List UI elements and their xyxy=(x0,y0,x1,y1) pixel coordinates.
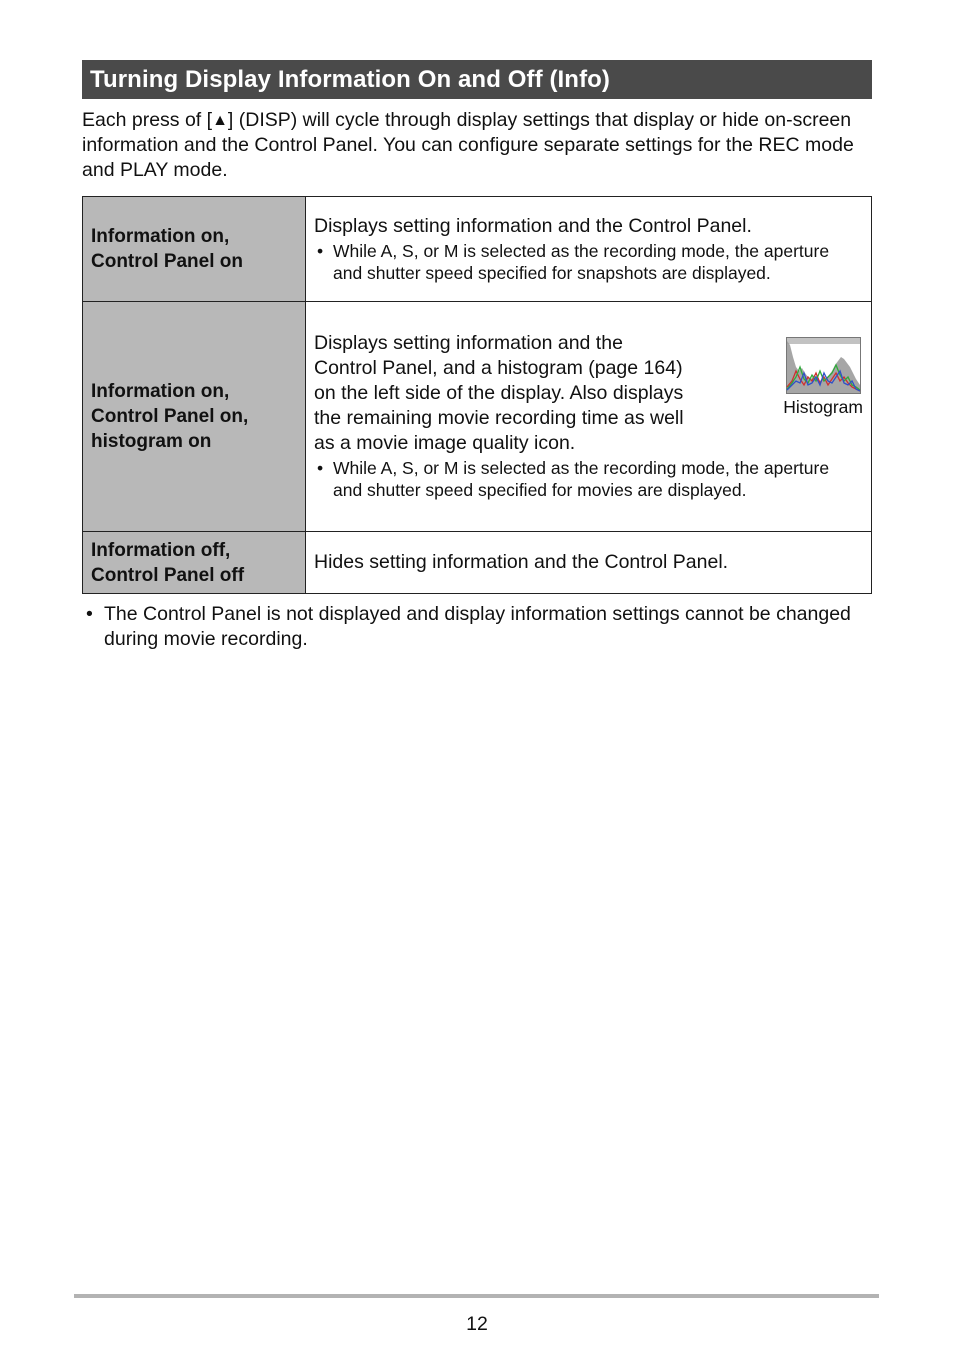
row-description xyxy=(306,302,872,532)
row-label-line: Information on, xyxy=(91,226,230,247)
row-label xyxy=(83,532,306,594)
table-row xyxy=(83,302,872,532)
histogram-icon xyxy=(786,337,861,394)
intro-text-start: Each press of [ xyxy=(82,109,213,131)
description-text: Displays setting information and the Control Panel. xyxy=(314,214,752,237)
section-title-bar xyxy=(82,60,872,99)
row-label-line: histogram on xyxy=(91,431,212,452)
table-row xyxy=(83,532,872,594)
histogram-block xyxy=(314,331,863,456)
row-label-line: Information on, xyxy=(91,381,230,402)
footer-divider xyxy=(74,1294,879,1298)
row-label xyxy=(83,302,306,532)
display-settings-table xyxy=(82,196,872,594)
row-label-line: Information off, xyxy=(91,539,231,561)
description-text: Hides setting information and the Control Panel. xyxy=(314,550,729,573)
footnote-text: The Control Panel is not displayed and display information settings cannot be changed during movie recording. xyxy=(104,603,851,650)
note xyxy=(314,457,863,501)
intro-paragraph xyxy=(82,108,872,183)
note-text: While A, S, or M is selected as the recording mode, the aperture and shutter speed specified for snapshots are displayed. xyxy=(333,240,830,283)
note-text: While A, S, or M is selected as the recording mode, the aperture and shutter speed specified for movies are displayed. xyxy=(333,458,830,500)
row-label-line: Control Panel off xyxy=(91,564,245,586)
row-description xyxy=(306,532,872,594)
table-row xyxy=(83,197,872,302)
histogram-figure xyxy=(686,331,863,456)
footnote xyxy=(82,602,872,652)
description-text: Displays setting information and the Control Panel, and a histogram (page 164) on the left side of the display. Also displays the remaining movie recording time as well as a movie image quality icon. xyxy=(314,332,684,454)
histogram-caption: Histogram xyxy=(783,397,863,417)
intro-text-end: ] (DISP) will cycle through display settings that display or hide on-screen information and the Control Panel. You can configure separate settings for the REC mode and PLAY mode. xyxy=(82,109,854,181)
row-label-line: Control Panel on, xyxy=(91,406,249,427)
section-title: Turning Display Information On and Off (Info) xyxy=(90,65,611,93)
row-description xyxy=(306,197,872,302)
up-triangle-icon: ▲ xyxy=(212,112,228,129)
row-label-line: Control Panel on xyxy=(91,251,243,272)
bullet-icon: • xyxy=(317,458,324,478)
page-number: 12 xyxy=(466,1313,488,1335)
row-label xyxy=(83,197,306,302)
note xyxy=(314,240,863,284)
bullet-icon: • xyxy=(86,603,93,625)
bullet-icon: • xyxy=(317,240,324,261)
